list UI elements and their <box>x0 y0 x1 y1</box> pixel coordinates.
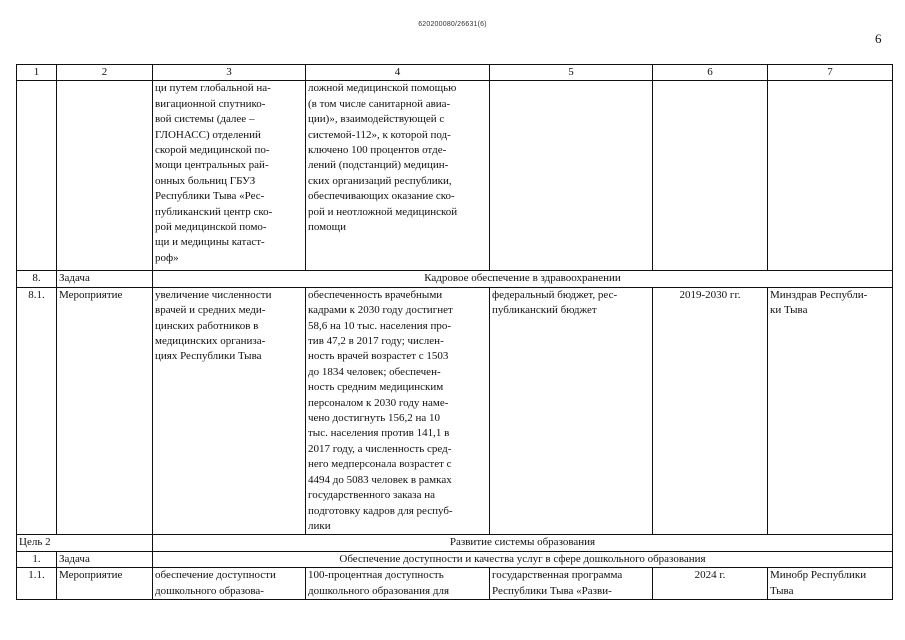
task-title: Кадровое обеспечение в здравоохранении <box>153 271 893 287</box>
text-line: государственная программа <box>492 569 623 582</box>
text-line: публиканский бюджет <box>492 304 597 317</box>
text-line: 100-процентная доступность <box>308 569 444 582</box>
text-line: ГЛОНАСС) отделений <box>155 128 261 141</box>
text-line: обеспеченность врачебными <box>308 288 443 301</box>
text-line: ских организаций республики, <box>308 174 452 187</box>
program-table <box>16 64 893 600</box>
text-line: щи и медицины катаст- <box>155 236 265 249</box>
continuation-row <box>17 81 893 271</box>
text-line: дошкольного образова- <box>155 584 264 597</box>
text-line: увеличение численности <box>155 288 272 301</box>
measure-result <box>306 287 490 535</box>
measure-description <box>153 287 306 535</box>
measure-period: 2019-2030 гг. <box>653 287 768 535</box>
cont-cell-executor <box>768 81 893 271</box>
measure-row <box>17 568 893 600</box>
cont-cell-period <box>653 81 768 271</box>
text-line: тив 47,2 в 2017 году; числен- <box>308 335 444 348</box>
text-line: лики <box>308 519 331 532</box>
text-line: рой и неотложной медицинской <box>308 205 458 218</box>
document-id: 620200080/26631(6) <box>418 21 487 28</box>
task-row <box>17 271 893 287</box>
text-line: ложной медицинской помощью <box>308 82 457 95</box>
measure-executor <box>768 568 893 600</box>
text-line: лений (подстанций) медицин- <box>308 159 449 172</box>
task-label: Задача <box>57 271 153 287</box>
col-header-3: 3 <box>153 65 306 81</box>
text-line: ки Тыва <box>770 304 808 317</box>
page-number: 6 <box>875 31 882 46</box>
text-line: 4494 до 5083 человек в рамках <box>308 473 452 486</box>
goal-title: Развитие системы образования <box>153 535 893 551</box>
text-line: рой медицинской помо- <box>155 221 267 234</box>
text-line: системой-112», к которой под- <box>308 128 451 141</box>
text-line: персоналом к 2030 году наме- <box>308 396 449 409</box>
text-line: циях Республики Тыва <box>155 350 262 363</box>
measure-label: Мероприятие <box>57 287 153 535</box>
cont-cell-num <box>17 81 57 271</box>
text-line: Минобр Республики <box>770 569 867 582</box>
text-line: ци путем глобальной на- <box>155 82 271 95</box>
text-line: тыс. населения против 141,1 в <box>308 427 450 440</box>
text-line: помощи <box>308 221 346 234</box>
text-line: врачей и средних меди- <box>155 304 266 317</box>
text-line: ции)», взаимодействующей с <box>308 113 445 126</box>
measure-number: 1.1. <box>17 568 57 600</box>
col-header-5: 5 <box>490 65 653 81</box>
text-line: обеспечение доступности <box>155 569 276 582</box>
cont-result-text <box>306 81 490 271</box>
text-line: ключено 100 процентов отде- <box>308 144 447 157</box>
text-line: ность средним медицинским <box>308 381 444 394</box>
text-line: Республики Тыва «Разви- <box>492 584 612 597</box>
text-line: роф» <box>155 251 179 264</box>
cont-cell-type <box>57 81 153 271</box>
text-line: вигационной спутнико- <box>155 97 266 110</box>
task-row <box>17 551 893 567</box>
text-line: чено достигнуть 156,2 на 10 <box>308 412 440 425</box>
measure-number: 8.1. <box>17 287 57 535</box>
task-number: 8. <box>17 271 57 287</box>
cont-cell-source <box>490 81 653 271</box>
text-line: Тыва <box>770 584 794 597</box>
measure-row <box>17 287 893 535</box>
measure-funding <box>490 568 653 600</box>
measure-executor <box>768 287 893 535</box>
text-line: дошкольного образования для <box>308 584 450 597</box>
col-header-2: 2 <box>57 65 153 81</box>
col-header-1: 1 <box>17 65 57 81</box>
text-line: (в том числе санитарной авиа- <box>308 97 451 110</box>
text-line: кадрами к 2030 году достигнет <box>308 304 453 317</box>
text-line: онных больниц ГБУЗ <box>155 174 256 187</box>
text-line: ность врачей возрастет с 1503 <box>308 350 449 363</box>
text-line: Минздрав Республи- <box>770 288 868 301</box>
measure-period: 2024 г. <box>653 568 768 600</box>
text-line: государственного заказа на <box>308 489 436 502</box>
text-line: публиканский центр ско- <box>155 205 273 218</box>
task-title: Обеспечение доступности и качества услуг в сфере дошкольного образования <box>153 551 893 567</box>
measure-result <box>306 568 490 600</box>
measure-description <box>153 568 306 600</box>
text-line: федеральный бюджет, рес- <box>492 288 618 301</box>
task-number: 1. <box>17 551 57 567</box>
text-line: него медперсонала возрастет с <box>308 458 452 471</box>
cont-measure-text <box>153 81 306 271</box>
text-line: скорой медицинской по- <box>155 144 270 157</box>
measure-label: Мероприятие <box>57 568 153 600</box>
text-line: подготовку кадров для респуб- <box>308 504 453 517</box>
text-line: цинских работников в <box>155 319 259 332</box>
column-number-row <box>17 65 893 81</box>
goal-label: Цель 2 <box>17 535 153 551</box>
text-line: 2017 году, а численность сред- <box>308 442 452 455</box>
col-header-6: 6 <box>653 65 768 81</box>
goal-row <box>17 535 893 551</box>
text-line: 58,6 на 10 тыс. населения про- <box>308 319 452 332</box>
col-header-7: 7 <box>768 65 893 81</box>
text-line: мощи центральных рай- <box>155 159 269 172</box>
col-header-4: 4 <box>306 65 490 81</box>
text-line: Республики Тыва «Рес- <box>155 190 265 203</box>
measure-funding <box>490 287 653 535</box>
text-line: вой системы (далее – <box>155 113 255 126</box>
task-label: Задача <box>57 551 153 567</box>
text-line: до 1834 человек; обеспечен- <box>308 365 441 378</box>
text-line: медицинских организа- <box>155 335 266 348</box>
text-line: обеспечивающих оказание ско- <box>308 190 455 203</box>
